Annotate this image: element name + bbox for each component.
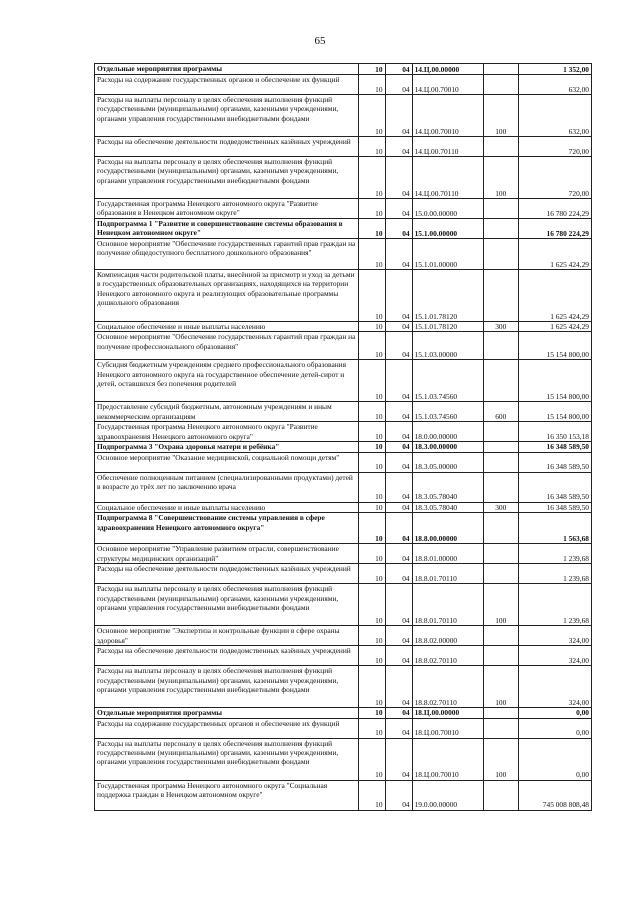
row-amount-cell: 15 154 800,00	[518, 402, 591, 422]
table-row	[95, 472, 592, 502]
row-amount-cell: 16 348 589,50	[518, 452, 591, 472]
row-subsection-cell: 04	[385, 452, 412, 472]
table-row	[95, 708, 592, 718]
row-subsection-cell: 04	[385, 75, 412, 95]
table-row	[95, 780, 592, 810]
row-name-cell: Государственная программа Ненецкого автономного округа "Развитие образования в Ненецком автономном округе"	[95, 199, 359, 219]
row-target-article-cell: 18.Ц.00.70010	[412, 718, 483, 738]
row-name-cell: Социальное обеспечение и иные выплаты населению	[95, 322, 359, 332]
row-subsection-cell: 04	[385, 137, 412, 157]
row-subsection-cell: 04	[385, 738, 412, 780]
row-section-cell: 10	[358, 780, 385, 810]
row-expense-type-cell	[483, 472, 518, 502]
row-name-cell: Социальное обеспечение и иные выплаты населению	[95, 502, 359, 512]
row-amount-cell: 1 563,68	[518, 513, 591, 544]
row-expense-type-cell	[483, 199, 518, 219]
row-amount-cell: 0,00	[518, 738, 591, 780]
row-subsection-cell: 04	[385, 666, 412, 708]
row-section-cell: 10	[358, 239, 385, 270]
row-target-article-cell: 14.Ц.00.70010	[412, 75, 483, 95]
row-section-cell: 10	[358, 502, 385, 512]
table-row	[95, 75, 592, 95]
row-name-cell: Подпрограмма 8 "Совершенствование системы управления в сфере здравоохранения Ненецкого автономного округа"	[95, 513, 359, 544]
row-expense-type-cell	[483, 718, 518, 738]
table-row	[95, 137, 592, 157]
row-target-article-cell: 18.8.00.00000	[412, 513, 483, 544]
row-section-cell: 10	[358, 564, 385, 584]
row-amount-cell: 1 625 424,29	[518, 270, 591, 322]
row-amount-cell: 16 348 589,50	[518, 472, 591, 502]
row-section-cell: 10	[358, 626, 385, 646]
row-amount-cell: 1 239,68	[518, 544, 591, 564]
row-name-cell: Основное мероприятие "Обеспечение государственных гарантий прав граждан на получение профессионального образования"	[95, 332, 359, 360]
row-expense-type-cell: 600	[483, 402, 518, 422]
row-subsection-cell: 04	[385, 718, 412, 738]
table-row	[95, 322, 592, 332]
row-section-cell: 10	[358, 472, 385, 502]
row-expense-type-cell: 300	[483, 322, 518, 332]
row-section-cell: 10	[358, 270, 385, 322]
row-name-cell: Расходы на обеспечение деятельности подведомственных казённых учреждений	[95, 564, 359, 584]
row-amount-cell: 0,00	[518, 718, 591, 738]
row-section-cell: 10	[358, 322, 385, 332]
row-amount-cell: 16 348 589,50	[518, 502, 591, 512]
row-section-cell: 10	[358, 646, 385, 666]
row-subsection-cell: 04	[385, 564, 412, 584]
row-expense-type-cell: 100	[483, 95, 518, 137]
row-amount-cell: 16 780 224,29	[518, 219, 591, 239]
row-subsection-cell: 04	[385, 402, 412, 422]
table-row	[95, 64, 592, 75]
row-expense-type-cell	[483, 239, 518, 270]
row-amount-cell: 15 154 800,00	[518, 360, 591, 402]
row-amount-cell: 16 348 589,50	[518, 442, 591, 452]
row-amount-cell: 1 239,68	[518, 564, 591, 584]
row-subsection-cell: 04	[385, 270, 412, 322]
row-amount-cell: 720,00	[518, 137, 591, 157]
row-expense-type-cell	[483, 708, 518, 718]
row-section-cell: 10	[358, 75, 385, 95]
row-name-cell: Подпрограмма 1 "Развитие и совершенствование системы образования в Ненецком автономном округе"	[95, 219, 359, 239]
row-section-cell: 10	[358, 738, 385, 780]
row-target-article-cell: 18.8.02.70110	[412, 666, 483, 708]
table-row	[95, 157, 592, 199]
row-subsection-cell: 04	[385, 584, 412, 626]
row-target-article-cell: 18.8.01.00000	[412, 544, 483, 564]
row-subsection-cell: 04	[385, 442, 412, 452]
row-amount-cell: 632,00	[518, 75, 591, 95]
row-target-article-cell: 18.Ц.00.70010	[412, 738, 483, 780]
row-section-cell: 10	[358, 157, 385, 199]
row-name-cell: Отдельные мероприятия программы	[95, 708, 359, 718]
row-target-article-cell: 18.3.05.00000	[412, 452, 483, 472]
row-name-cell: Основное мероприятие "Обеспечение государственных гарантий прав граждан на получение общедоступного бесплатного дошкольного образования"	[95, 239, 359, 270]
table-row	[95, 626, 592, 646]
row-name-cell: Основное мероприятие "Экспертиза и контрольные функции в сфере охраны здоровья"	[95, 626, 359, 646]
row-amount-cell: 1 625 424,29	[518, 239, 591, 270]
row-expense-type-cell: 100	[483, 157, 518, 199]
row-subsection-cell: 04	[385, 64, 412, 75]
row-target-article-cell: 14.Ц.00.70010	[412, 95, 483, 137]
row-target-article-cell: 14.Ц.00.70110	[412, 137, 483, 157]
row-expense-type-cell	[483, 270, 518, 322]
row-subsection-cell: 04	[385, 646, 412, 666]
table-row	[95, 513, 592, 544]
row-amount-cell: 0,00	[518, 708, 591, 718]
row-amount-cell: 16 780 224,29	[518, 199, 591, 219]
table-row	[95, 584, 592, 626]
row-section-cell: 10	[358, 708, 385, 718]
table-row	[95, 544, 592, 564]
row-name-cell: Расходы на выплаты персоналу в целях обеспечения выполнения функций государственными (муниципальными) органами, казенными учреждениями, органами управления государственными внебюджетными фондами	[95, 95, 359, 137]
row-target-article-cell: 15.1.01.00000	[412, 239, 483, 270]
row-expense-type-cell	[483, 452, 518, 472]
row-subsection-cell: 04	[385, 239, 412, 270]
table-row	[95, 219, 592, 239]
row-expense-type-cell	[483, 64, 518, 75]
row-subsection-cell: 04	[385, 780, 412, 810]
row-section-cell: 10	[358, 718, 385, 738]
row-name-cell: Расходы на содержание государственных органов и обеспечение их функций	[95, 718, 359, 738]
row-expense-type-cell	[483, 564, 518, 584]
row-target-article-cell: 14.Ц.00.00000	[412, 64, 483, 75]
row-name-cell: Расходы на содержание государственных органов и обеспечение их функций	[95, 75, 359, 95]
row-section-cell: 10	[358, 422, 385, 442]
row-expense-type-cell	[483, 544, 518, 564]
row-target-article-cell: 19.0.00.00000	[412, 780, 483, 810]
table-row	[95, 738, 592, 780]
row-expense-type-cell	[483, 646, 518, 666]
row-subsection-cell: 04	[385, 502, 412, 512]
row-section-cell: 10	[358, 95, 385, 137]
table-row	[95, 402, 592, 422]
row-subsection-cell: 04	[385, 157, 412, 199]
table-row	[95, 718, 592, 738]
row-expense-type-cell	[483, 360, 518, 402]
row-name-cell: Основное мероприятие "Оказание медицинской, социальной помощи детям"	[95, 452, 359, 472]
row-target-article-cell: 18.0.00.00000	[412, 422, 483, 442]
row-section-cell: 10	[358, 332, 385, 360]
row-target-article-cell: 15.1.03.74560	[412, 360, 483, 402]
row-name-cell: Расходы на выплаты персоналу в целях обеспечения выполнения функций государственными (муниципальными) органами, казенными учреждениями, органами управления государственными внебюджетными фондами	[95, 157, 359, 199]
row-section-cell: 10	[358, 402, 385, 422]
row-expense-type-cell	[483, 442, 518, 452]
table-row	[95, 564, 592, 584]
table-row	[95, 95, 592, 137]
row-expense-type-cell	[483, 137, 518, 157]
row-amount-cell: 16 350 153,18	[518, 422, 591, 442]
row-name-cell: Субсидия бюджетным учреждениям среднего профессионального образования Ненецкого автономного округа на государственное обеспечение детей-сирот и детей, оставшихся без попечения родителей	[95, 360, 359, 402]
row-name-cell: Расходы на выплаты персоналу в целях обеспечения выполнения функций государственными (муниципальными) органами, казенными учреждениями, органами управления государственными внебюджетными фондами	[95, 584, 359, 626]
row-amount-cell: 324,00	[518, 666, 591, 708]
row-section-cell: 10	[358, 64, 385, 75]
row-target-article-cell: 15.1.01.78120	[412, 270, 483, 322]
row-expense-type-cell: 100	[483, 584, 518, 626]
budget-table-body	[95, 64, 592, 811]
row-name-cell: Расходы на обеспечение деятельности подведомственных казённых учреждений	[95, 646, 359, 666]
row-target-article-cell: 18.3.05.78040	[412, 502, 483, 512]
row-amount-cell: 1 352,00	[518, 64, 591, 75]
table-row	[95, 199, 592, 219]
row-subsection-cell: 04	[385, 626, 412, 646]
row-expense-type-cell	[483, 332, 518, 360]
row-name-cell: Подпрограмма 3 "Охрана здоровья матери и ребёнка"	[95, 442, 359, 452]
row-amount-cell: 1 625 424,29	[518, 322, 591, 332]
row-expense-type-cell: 300	[483, 502, 518, 512]
row-expense-type-cell	[483, 626, 518, 646]
table-row	[95, 360, 592, 402]
row-subsection-cell: 04	[385, 544, 412, 564]
row-target-article-cell: 15.0.00.00000	[412, 199, 483, 219]
row-name-cell: Расходы на выплаты персоналу в целях обеспечения выполнения функций государственными (муниципальными) органами, казенными учреждениями, органами управления государственными внебюджетными фондами	[95, 666, 359, 708]
row-target-article-cell: 18.3.05.78040	[412, 472, 483, 502]
row-target-article-cell: 18.8.02.70110	[412, 646, 483, 666]
row-amount-cell: 15 154 800,00	[518, 332, 591, 360]
row-name-cell: Основное мероприятие "Управление развитием отрасли, совершенствование структуры медицинских организаций"	[95, 544, 359, 564]
row-amount-cell: 324,00	[518, 626, 591, 646]
row-section-cell: 10	[358, 452, 385, 472]
row-section-cell: 10	[358, 513, 385, 544]
budget-table	[94, 63, 592, 811]
row-name-cell: Обеспечение полноценным питанием (специализированными продуктами) детей в возрасте до трёх лет по заключению врача	[95, 472, 359, 502]
table-row	[95, 502, 592, 512]
row-target-article-cell: 18.8.01.70110	[412, 564, 483, 584]
row-section-cell: 10	[358, 666, 385, 708]
table-row	[95, 646, 592, 666]
table-row	[95, 239, 592, 270]
row-subsection-cell: 04	[385, 322, 412, 332]
row-expense-type-cell	[483, 780, 518, 810]
row-target-article-cell: 15.1.03.74560	[412, 402, 483, 422]
row-target-article-cell: 15.1.03.00000	[412, 332, 483, 360]
row-subsection-cell: 04	[385, 95, 412, 137]
row-subsection-cell: 04	[385, 422, 412, 442]
table-row	[95, 452, 592, 472]
row-section-cell: 10	[358, 137, 385, 157]
row-subsection-cell: 04	[385, 708, 412, 718]
row-amount-cell: 720,00	[518, 157, 591, 199]
row-amount-cell: 324,00	[518, 646, 591, 666]
table-row	[95, 332, 592, 360]
row-target-article-cell: 18.Ц.00.00000	[412, 708, 483, 718]
row-section-cell: 10	[358, 360, 385, 402]
row-expense-type-cell: 100	[483, 666, 518, 708]
row-expense-type-cell	[483, 422, 518, 442]
row-target-article-cell: 15.1.00.00000	[412, 219, 483, 239]
row-subsection-cell: 04	[385, 472, 412, 502]
row-target-article-cell: 14.Ц.00.70110	[412, 157, 483, 199]
row-target-article-cell: 18.8.01.70110	[412, 584, 483, 626]
row-subsection-cell: 04	[385, 332, 412, 360]
row-expense-type-cell	[483, 513, 518, 544]
row-subsection-cell: 04	[385, 360, 412, 402]
table-row	[95, 270, 592, 322]
row-name-cell: Расходы на выплаты персоналу в целях обеспечения выполнения функций государственными (муниципальными) органами, казенными учреждениями, органами управления государственными внебюджетными фондами	[95, 738, 359, 780]
row-section-cell: 10	[358, 584, 385, 626]
row-amount-cell: 632,00	[518, 95, 591, 137]
row-target-article-cell: 15.1.01.78120	[412, 322, 483, 332]
page-number: 65	[314, 35, 326, 47]
row-name-cell: Расходы на обеспечение деятельности подведомственных казённых учреждений	[95, 137, 359, 157]
row-section-cell: 10	[358, 219, 385, 239]
row-subsection-cell: 04	[385, 513, 412, 544]
row-expense-type-cell	[483, 75, 518, 95]
row-name-cell: Отдельные мероприятия программы	[95, 64, 359, 75]
row-expense-type-cell	[483, 219, 518, 239]
table-row	[95, 442, 592, 452]
row-subsection-cell: 04	[385, 219, 412, 239]
row-target-article-cell: 18.8.02.00000	[412, 626, 483, 646]
row-name-cell: Государственная программа Ненецкого автономного округа "Социальная поддержка граждан в Ненецком автономном округе"	[95, 780, 359, 810]
row-section-cell: 10	[358, 544, 385, 564]
table-row	[95, 666, 592, 708]
table-row	[95, 422, 592, 442]
row-section-cell: 10	[358, 442, 385, 452]
row-subsection-cell: 04	[385, 199, 412, 219]
row-name-cell: Компенсация части родительской платы, внесённой за присмотр и уход за детьми в государственных образовательных организациях, находящихся на территории Ненецкого автономного округа и реализующих образовательные программы дошкольного образования	[95, 270, 359, 322]
row-target-article-cell: 18.3.00.00000	[412, 442, 483, 452]
row-amount-cell: 1 239,68	[518, 584, 591, 626]
row-amount-cell: 745 008 808,48	[518, 780, 591, 810]
row-name-cell: Государственная программа Ненецкого автономного округа "Развитие здравоохранения Ненецкого автономного округа"	[95, 422, 359, 442]
row-section-cell: 10	[358, 199, 385, 219]
row-expense-type-cell: 100	[483, 738, 518, 780]
row-name-cell: Предоставление субсидий бюджетным, автономным учреждениям и иным некоммерческим организациям	[95, 402, 359, 422]
